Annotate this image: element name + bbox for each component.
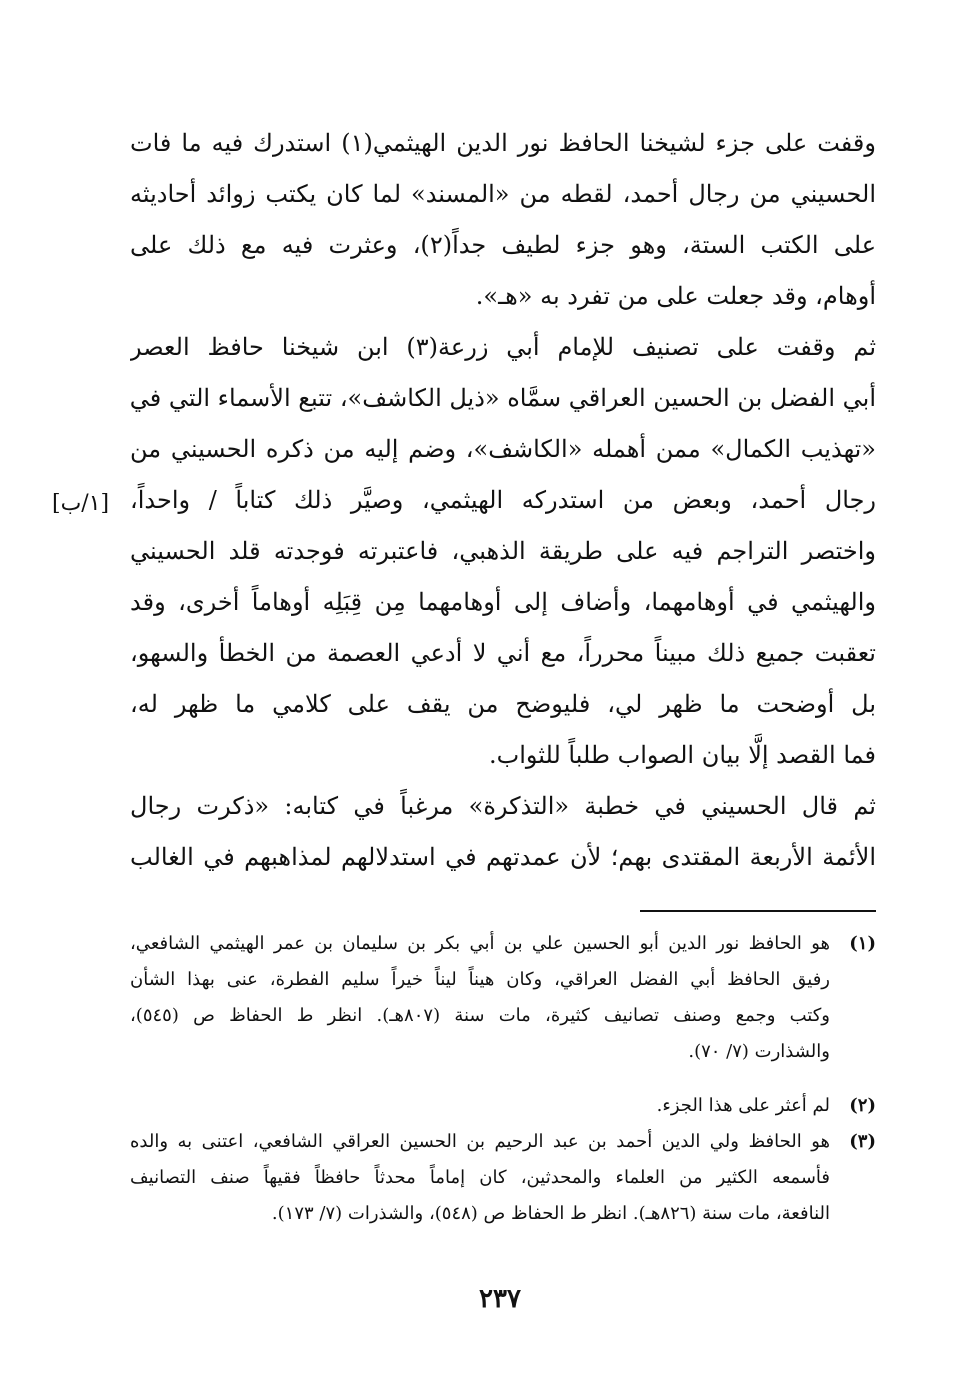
text-line: واختصر التراجم فيه على طريقة الذهبي، فاعتبرته فوجدته قلد الحسيني	[130, 537, 876, 565]
text-line: أبي الفضل بن الحسين العراقي سمَّاه «ذيل الكاشف»، تتبع الأسماء التي في	[130, 384, 876, 412]
footnote-2	[130, 1088, 876, 1124]
text-line: وقفت على جزء لشيخنا الحافظ نور الدين الهيثمي(١) استدرك فيه ما فات	[130, 129, 876, 157]
footnote-number: (١)	[849, 933, 876, 954]
footnote-number: (٢)	[849, 1095, 876, 1116]
text-line: ثم قال الحسيني في خطبة «التذكرة» مرغباً في كتابه: «ذكرت رجال	[130, 792, 876, 820]
footnote-line: هو الحافظ ولي الدين أحمد بن عبد الرحيم بن الحسين العراقي الشافعي، اعتنى به والده	[130, 1131, 830, 1152]
page-number: ٢٣٧	[479, 1284, 521, 1314]
text-line: تعقبت جميع ذلك مبيناً محرراً، مع أني لا أدعي العصمة من الخطأ والسهو،	[130, 639, 876, 667]
text-line: والهيثمي في أوهامهما، وأضاف إلى أوهامهما مِن قِبَلِه أوهاماً أخرى، وقد	[130, 588, 876, 616]
footnote-1	[130, 926, 876, 1070]
text-line: الحسيني من رجال أحمد، لقطه من «المسند» لما كان يكتب زوائد أحاديثه	[130, 180, 876, 208]
footnote-line: النافعة، مات سنة (٨٢٦هـ). انظر ط الحفاظ ص (٥٤٨)، والشذرات (٧/ ١٧٣).	[271, 1203, 830, 1224]
text-line: بل أوضحت ما ظهر لي، فليوضح من يقف على كلامي ما ظهر له،	[130, 690, 876, 718]
text-line: على الكتب الستة، وهو جزء لطيف جداً(٢)، وعثرت فيه مع ذلك على	[130, 231, 876, 259]
manuscript-folio-marker: [١/ب]	[52, 491, 110, 516]
footnote-line: لم أعثر على هذا الجزء.	[656, 1095, 830, 1116]
footnote-line: رفيق الحافظ أبي الفضل العراقي، وكان هيناً ليناً خيراً سليم الفطرة، عنى بهذا الشأن	[130, 969, 830, 990]
text-line: «تهذيب الكمال» ممن أهمله «الكاشف»، وضم إليه من ذكره الحسيني من	[130, 435, 876, 463]
footnote-line: فأسمعه الكثير من العلماء والمحدثين، كان إماماً محدثاً حافظاً فقيهاً صنف التصانيف	[130, 1167, 830, 1188]
footnote-separator	[640, 910, 876, 912]
text-line: أوهام، وقد جعلت على من تفرد به «هـ».	[475, 282, 876, 310]
footnote-3	[130, 1124, 876, 1232]
text-line: الأئمة الأربعة المقتدى بهم؛ لأن عمدتهم في استدلالهم لمذاهبهم في الغالب	[130, 843, 876, 871]
text-line: رجال أحمد، وبعض من استدركه الهيثمي، وصيَّر ذلك كتاباً / واحداً،	[130, 486, 876, 514]
footnote-line: هو الحافظ نور الدين أبو الحسين علي بن أبي بكر بن سليمان بن عمر الهيثمي الشافعي،	[130, 933, 830, 954]
footnote-line: وكتب وجمع وصنف تصانيف كثيرة، مات سنة (٨٠٧هـ). انظر ط الحفاظ ص (٥٤٥)،	[130, 1005, 830, 1026]
text-line: فما القصد إلَّا بيان الصواب طلباً للثواب.	[488, 741, 876, 769]
main-text	[130, 118, 876, 883]
text-line: ثم وقفت على تصنيف للإمام أبي زرعة(٣) ابن شيخنا حافظ العصر	[130, 333, 876, 361]
footnote-line: والشذارت (٧/ ٧٠).	[688, 1041, 830, 1062]
footnote-number: (٣)	[849, 1131, 876, 1152]
